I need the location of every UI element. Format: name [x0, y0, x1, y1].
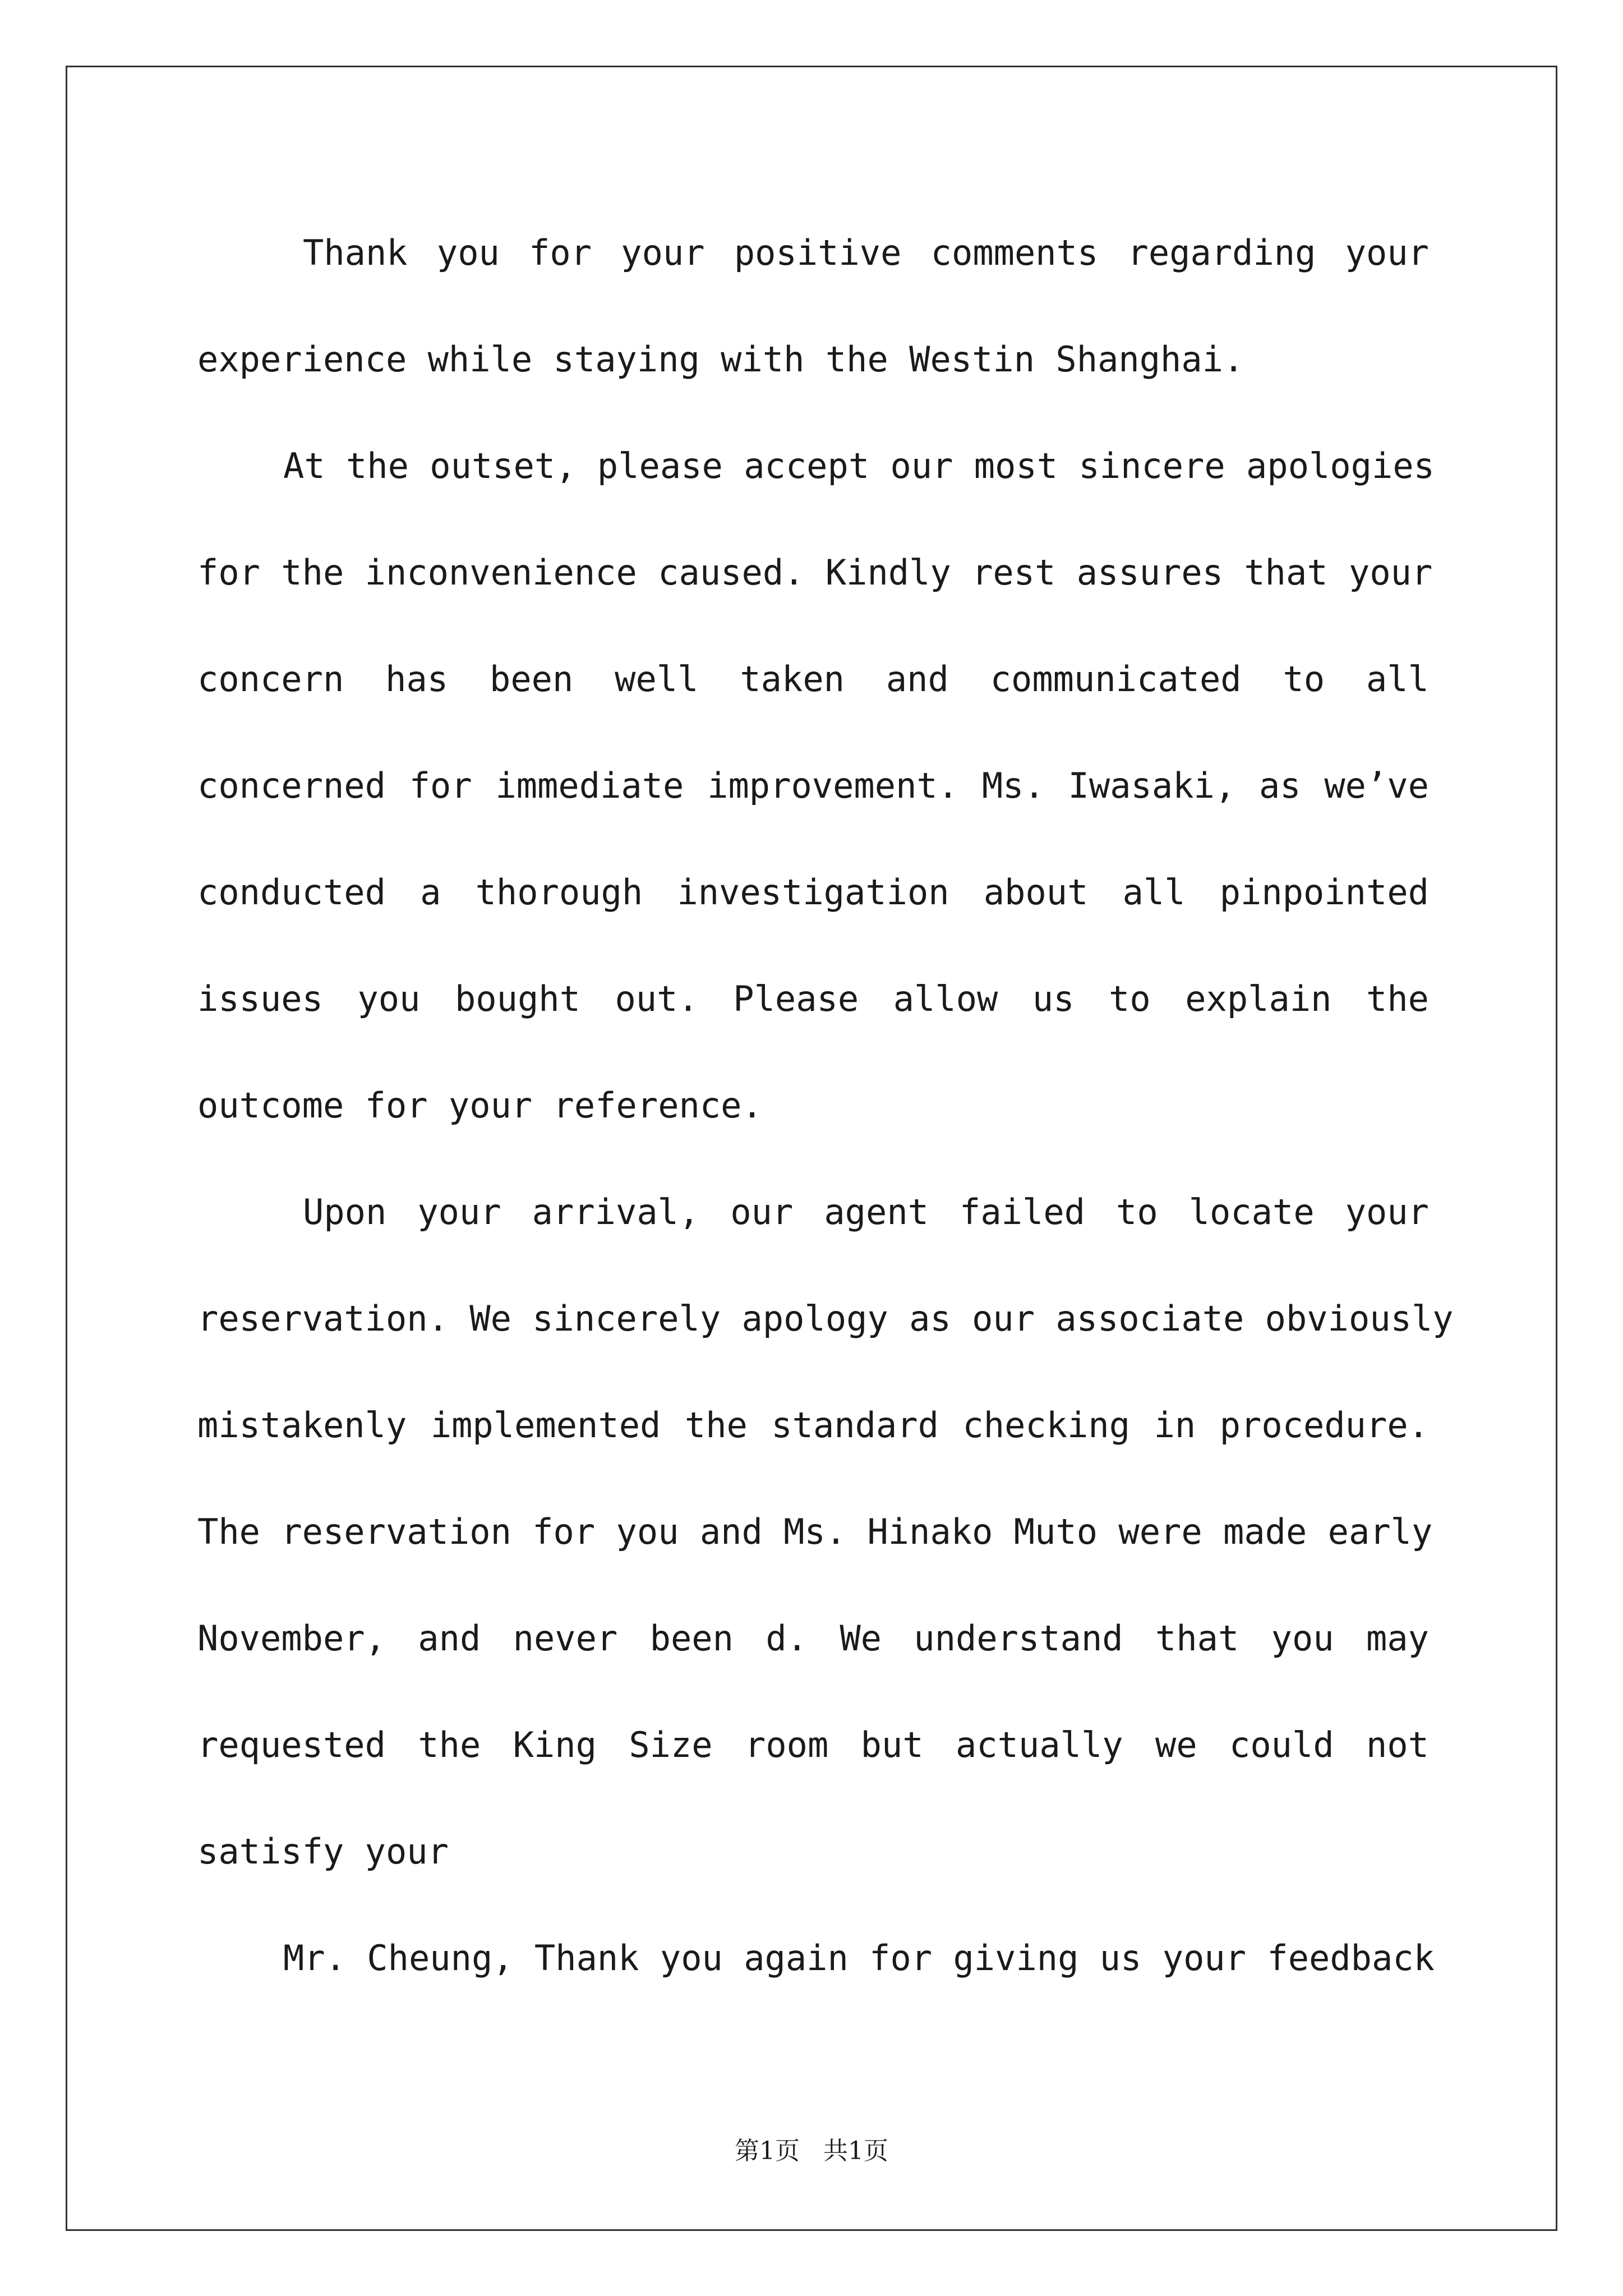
paragraph-4-line-1: Mr. Cheung, Thank you again for giving us your feedback: [283, 1938, 1435, 1978]
page-total-label: 共1页: [823, 2137, 888, 2165]
paragraph-2-line-1: At the outset, please accept our most sincere apologies: [283, 445, 1435, 486]
paragraph-3-line-6: requested the King Size room but actually we could not: [197, 1724, 1429, 1765]
paragraph-2-line-4: concerned for immediate improvement. Ms. Iwasaki, as we’ve: [197, 765, 1429, 806]
paragraph-2-line-7: outcome for your reference.: [197, 1085, 763, 1126]
paragraph-3-line-2: reservation. We sincerely apology as our associate obviously: [197, 1298, 1454, 1339]
page-border: [66, 66, 1557, 2231]
paragraph-1-line-1: Thank you for your positive comments regarding your: [303, 232, 1429, 273]
page-number-label: 第1页: [735, 2137, 800, 2165]
paragraph-3-line-4: The reservation for you and Ms. Hinako Muto were made early: [197, 1511, 1433, 1552]
page-footer: [0, 2131, 1623, 2166]
paragraph-1-line-2: experience while staying with the Westin Shanghai.: [197, 339, 1244, 380]
paragraph-3-line-5: November, and never been d. We understand that you may: [197, 1618, 1429, 1659]
paragraph-2-line-5: conducted a thorough investigation about all pinpointed: [197, 872, 1429, 913]
paragraph-3-line-7: satisfy your: [197, 1831, 449, 1872]
paragraph-3-line-3: mistakenly implemented the standard checking in procedure.: [197, 1405, 1429, 1446]
paragraph-3-line-1: Upon your arrival, our agent failed to locate your: [303, 1191, 1429, 1232]
paragraph-2-line-2: for the inconvenience caused. Kindly rest assures that your: [197, 552, 1433, 593]
paragraph-2-line-3: concern has been well taken and communicated to all: [197, 659, 1429, 700]
paragraph-2-line-6: issues you bought out. Please allow us to explain the: [197, 978, 1429, 1019]
